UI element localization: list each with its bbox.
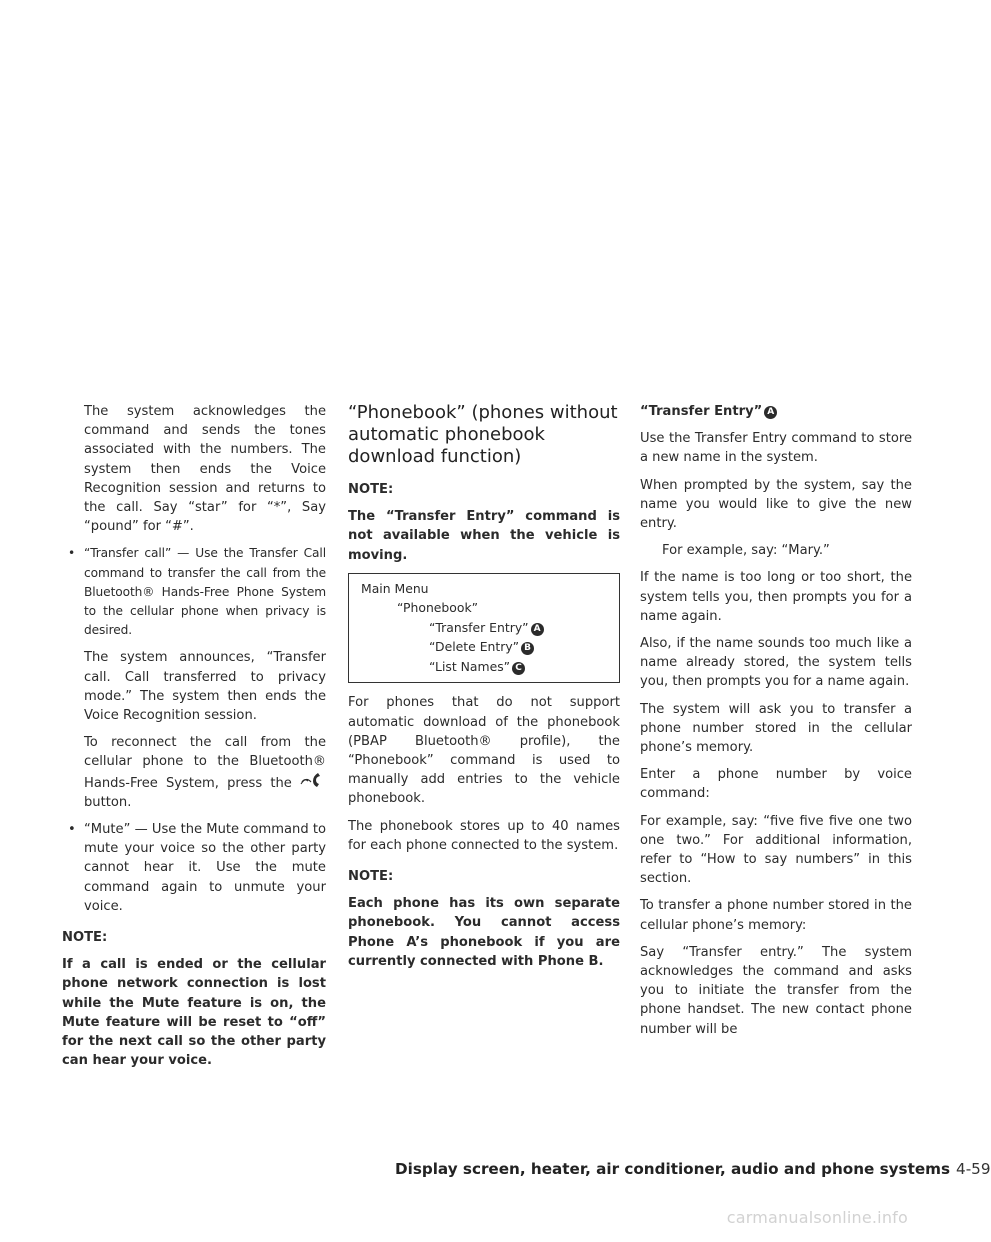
menu-item-delete-entry-label: “Delete Entry” <box>429 639 520 655</box>
marker-a-icon: A <box>764 406 777 419</box>
column-middle <box>348 402 620 979</box>
note-text: If a call is ended or the cellular phone network connection is lost while the Mute feature is on, the Mute feature will be reset to “off” for the next call so the other party can hear your voice. <box>62 957 326 1069</box>
bullet-mute-text: “Mute” — Use the Mute command to mute your voice so the other party cannot hear it. Use the mute command again to unmute your voice. <box>84 822 326 914</box>
marker-c-icon: C <box>512 662 525 675</box>
paragraph-stores: The phonebook stores up to 40 names for each phone connected to the system. <box>348 818 620 853</box>
paragraph-reconnect <box>62 733 326 812</box>
subheading-transfer-entry-label: “Transfer Entry” <box>640 404 763 419</box>
paragraph-5: Also, if the name sounds too much like a name already stored, the system tells you, then prompts you for a name again. <box>640 636 912 690</box>
footer-section-title: Display screen, heater, air conditioner, audio and phone systems <box>395 1160 951 1178</box>
menu-item-delete-entry <box>361 637 607 657</box>
paragraph-announce: The system announces, “Transfer call. Call transferred to privacy mode.” The system then ends the Voice Recognition session. <box>84 650 326 724</box>
note-text: The “Transfer Entry” command is not available when the vehicle is moving. <box>348 509 620 563</box>
menu-item-main: Main Menu <box>361 580 429 596</box>
phone-voice-icon <box>300 772 326 788</box>
bullet-dot: • <box>68 822 76 838</box>
paragraph-example-mary: For example, say: “Mary.” <box>662 543 830 559</box>
paragraph-8: For example, say: “five five five one two one two.” For additional information, refer to “How to say numbers” in this section. <box>640 813 912 887</box>
menu-item-list-names-label: “List Names” <box>429 658 511 674</box>
paragraph-10: Say “Transfer entry.” The system acknowledges the command and asks you to initiate the transfer from the phone handset. The new contact phone number will be <box>640 944 912 1037</box>
paragraph-6: The system will ask you to transfer a phone number stored in the cellular phone’s memory. <box>640 701 912 756</box>
paragraph-4: If the name is too long or too short, the system tells you, then prompts you for a name again. <box>640 570 912 624</box>
bullet-mute <box>62 820 326 916</box>
marker-a-icon: A <box>531 623 544 636</box>
paragraph-reconnect-text-a: To reconnect the call from the cellular phone to the Bluetooth® Hands-Free System, press the <box>84 735 326 791</box>
section-heading-phonebook: “Phonebook” (phones without automatic phonebook download function) <box>348 402 618 467</box>
page-footer <box>395 1160 991 1178</box>
paragraph-7: Enter a phone number by voice command: <box>640 767 912 802</box>
paragraph-9: To transfer a phone number stored in the cellular phone’s memory: <box>640 898 912 933</box>
paragraph-acknowledge: The system acknowledges the command and sends the tones associated with the numbers. The system then ends the Voice Recognition session and returns to the call. Say “star” for “*”, Say “pound” for “#”. <box>84 404 326 535</box>
paragraph-reconnect-text-b: button. <box>84 794 132 810</box>
bullet-transfer-call-text: “Transfer call” — Use the Transfer Call command to transfer the call from the Bluetooth® Hands-Free Phone System to the cellular phone when privacy is desired. <box>84 546 326 638</box>
menu-tree-box <box>348 573 620 684</box>
bullet-dot: • <box>68 546 76 561</box>
menu-item-list-names <box>361 657 607 677</box>
menu-item-transfer-entry-label: “Transfer Entry” <box>429 619 529 635</box>
watermark: carmanualsonline.info <box>726 1208 908 1227</box>
menu-item-phonebook: “Phonebook” <box>397 600 479 616</box>
note-label: NOTE: <box>62 930 108 946</box>
page-number: 4-59 <box>956 1160 991 1178</box>
column-right <box>640 402 912 1047</box>
menu-item-transfer-entry <box>361 618 607 638</box>
marker-b-icon: B <box>521 642 534 655</box>
subheading-transfer-entry <box>640 402 912 421</box>
bullet-transfer-call <box>62 544 326 640</box>
note-label: NOTE: <box>348 482 394 497</box>
paragraph-phones: For phones that do not support automatic download of the phonebook (PBAP Bluetooth® profile), the “Phonebook” command is used to manually add entries to the vehicle phonebook. <box>348 695 620 807</box>
note-text: Each phone has its own separate phonebook. You cannot access Phone A’s phonebook if you are currently connected with Phone B. <box>348 896 620 969</box>
paragraph-1: Use the Transfer Entry command to store a new name in the system. <box>640 431 912 466</box>
paragraph-2: When prompted by the system, say the name you would like to give the new entry. <box>640 477 912 532</box>
column-left <box>62 402 326 1079</box>
note-label: NOTE: <box>348 868 394 884</box>
